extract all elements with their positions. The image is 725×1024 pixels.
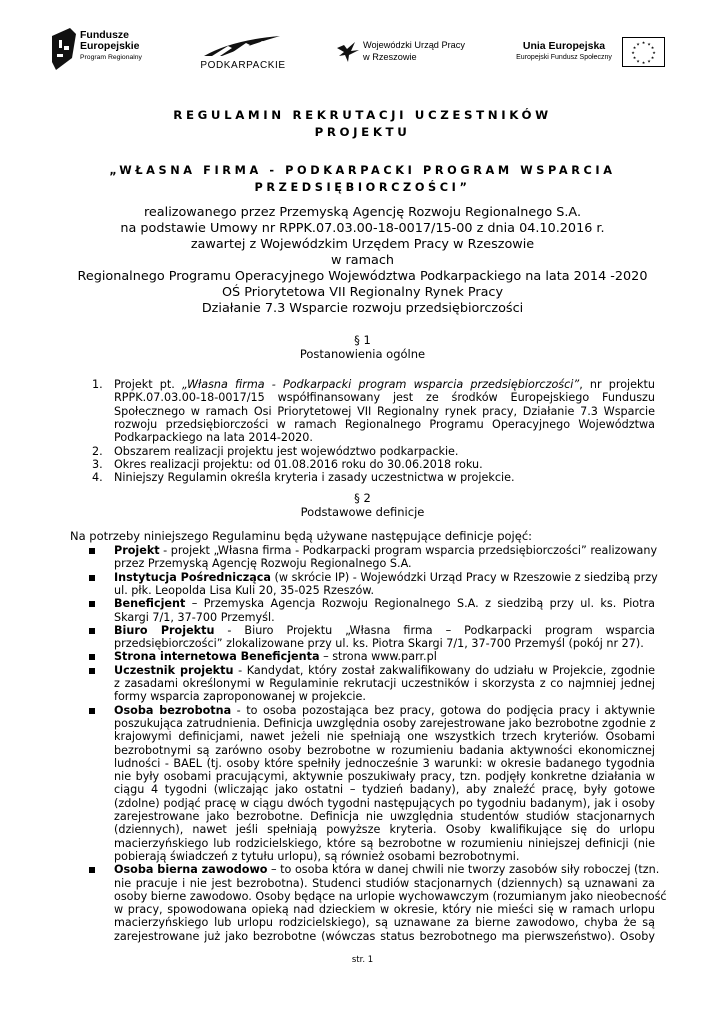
logo-wup-rzeszow	[335, 38, 485, 72]
definition-line: bezrobotnymi są zarówno osoby bezrobotne w rozumieniu badania aktywności ekonomicznej	[114, 743, 655, 757]
logo-fundusze-europejskie	[52, 26, 164, 74]
project-title-line2: PRZEDSIĘBIORCZOŚCI”	[254, 181, 471, 194]
definition-line: Uczestnik projektu - Kandydat, który został zakwalifikowany do udziału w Projekcie, zgodnie	[114, 663, 655, 677]
definition-line: przedsiębiorczości” zlokalizowane przy ul. ks. Piotra Skargi 7/1, 37-700 Przemyśl (pokój nr 27).	[114, 637, 644, 651]
definition-line: nie były osobami pracującymi, aktywnie poszukiwały pracy, tzn. podjęły konkretne działania w	[114, 770, 655, 784]
definition-line: Strona internetowa Beneficjenta – strona www.parr.pl	[114, 650, 437, 664]
title-line2: PROJEKTU	[314, 125, 411, 139]
podkarpackie-wave-icon	[202, 34, 284, 58]
definition-term: Strona internetowa Beneficjenta	[114, 650, 320, 664]
definition-line: poszukująca zatrudnienia. Definicja uwzględnia osoby zarejestrowane jako bezrobotne zgodnie z	[114, 716, 656, 730]
definition-line: osoby bierne zawodowo. Osoby będące na urlopie wychowawczym (rozumianym jako nieobecność	[114, 889, 667, 903]
item1-line5: Podkarpackiego na lata 2014-2020.	[114, 431, 313, 445]
definition-line: Skargi 7/1, 37-700 Przemyśl.	[114, 610, 275, 624]
definition-term: Osoba bezrobotna	[114, 703, 232, 717]
definition-line: (zdolne) podjąć pracę w ciągu dwóch tygodni następujących po tygodniu badanym), jak i osoby	[114, 796, 655, 810]
bullet-icon	[89, 575, 95, 581]
definition-line: ciągu 4 tygodni (wliczając jako ostatni – tydzień badany), aby znaleźć pracę, były gotowe	[114, 783, 655, 797]
definition-line: nie pracuje i nie jest bezrobotna). Studenci studiów stacjonarnych (dziennych) są uznawani za	[114, 876, 655, 890]
svg-text:★: ★	[636, 58, 640, 64]
definition-line: Osoba bezrobotna - to osoba pozostająca bez pracy, gotowa do podjęcia pracy i aktywnie	[114, 703, 655, 717]
item-number: 1.	[92, 378, 103, 391]
definition-line: z zasadami określonymi w Regulaminie rekrutacji uczestników i skorzysta z co najmniej jednej	[114, 677, 655, 690]
definitions-list	[0, 544, 725, 954]
definition-line: zarejestrowane jako bezrobotne. Definicja nie uwzględnia studentów studiów stacjonarnych	[114, 810, 655, 823]
definition-line: pobierają świadczeń z tytułu urlopu), są również osobami bezrobotnymi.	[114, 849, 520, 863]
bullet-icon	[89, 601, 95, 607]
definition-line: Projekt - projekt „Własna firma - Podkarpacki program wsparcia przedsiębiorczości” realizowany	[114, 544, 658, 557]
intro-line: Regionalnego Programu Operacyjnego Województwa Podkarpackiego na lata 2014 -2020	[77, 269, 648, 284]
svg-text:★: ★	[652, 50, 656, 55]
item1-line3: Społecznego w ramach Osi Priorytetowej VII Regionalny rynek pracy, Działanie 7.3 Wsparcie	[114, 404, 655, 418]
section1-number: § 1	[354, 333, 371, 347]
svg-text:★: ★	[650, 55, 655, 60]
section2-number: § 2	[354, 491, 371, 505]
svg-text:★: ★	[636, 41, 640, 47]
definition-line: przez Przemyską Agencję Rozwoju Regionalnego S.A.	[114, 557, 412, 571]
intro-line: zawartej z Wojewódzkim Urzędem Pracy w Rzeszowie	[190, 237, 535, 252]
definition-line: Beneficjent – Przemyska Agencja Rozwoju Regionalnego S.A. z siedzibą przy ul. ks. Piotra	[114, 597, 655, 611]
intro-line: Działanie 7.3 Wsparcie rozwoju przedsiębiorczości	[201, 301, 524, 316]
project-title-line1: „WŁASNA FIRMA - PODKARPACKI PROGRAM WSPARCIA	[109, 164, 616, 177]
item1-line1: Projekt pt. „Własna firma - Podkarpacki program wsparcia przedsiębiorczości”, nr projektu	[114, 378, 655, 391]
definition-term: Instytucja Pośrednicząca	[114, 570, 271, 584]
definition-term: Uczestnik projektu	[114, 663, 234, 677]
definition-line: Osoba bierna zawodowo – to osoba która w danej chwili nie tworzy zasobów siły roboczej (tzn.	[114, 863, 660, 877]
definition-line: ludności - BAEL (tj. osoby które spełniły jednocześnie 3 warunki: w okresie badanego tygodnia	[114, 756, 655, 770]
bullet-icon	[89, 708, 95, 714]
definitions-intro: Na potrzeby niniejszego Regulaminu będą używane następujące definicje pojęć:	[70, 529, 533, 543]
definition-line: macierzyńskiego lub urlopu rodzicielskiego), są uznawane za bierne zawodowo, chyba że są	[114, 916, 655, 930]
svg-text:★: ★	[650, 45, 655, 50]
svg-text:★: ★	[632, 55, 637, 60]
eu-flag-icon	[622, 37, 665, 67]
definition-line: Biuro Projektu - Biuro Projektu „Własna firma – Podkarpacki program wsparcia	[114, 623, 655, 637]
svg-text:★: ★	[632, 45, 637, 50]
item1-line2: RPPK.07.03.00-18-0017/15 współfinansowany jest ze środków Europejskiego Funduszu	[114, 391, 655, 405]
svg-text:★: ★	[647, 58, 651, 64]
intro-line: w ramach	[330, 253, 395, 268]
svg-text:★: ★	[647, 41, 651, 47]
definition-term: Osoba bierna zawodowo	[114, 863, 268, 877]
definition-line: zarejestrowane już jako bezrobotne (wówczas status bezrobotnego ma pierwszeństwo). Osoby	[114, 929, 655, 943]
definition-line: ul. płk. Leopolda Lisa Kuli 20, 35-025 Rzeszów.	[114, 583, 375, 597]
definition-term: Projekt	[114, 544, 160, 557]
logo-podkarpackie	[188, 34, 298, 76]
definition-line: (dziennych), nawet jeśli spełniają powyższe kryteria. Osoby kwalifikujące się do urlopu	[114, 823, 655, 837]
podkarpackie-label: PODKARPACKIE	[200, 60, 286, 71]
wup-bird-icon	[335, 40, 361, 66]
fundusze-europejskie-icon	[52, 28, 76, 70]
definition-line: macierzyńskiego lub rodzicielskiego, które są bezrobotne w rozumieniu niniejszej definicji (nie	[114, 836, 655, 850]
svg-text:★: ★	[641, 40, 646, 45]
intro-line: na podstawie Umowy nr RPPK.07.03.00-18-0017/15-00 z dnia 04.10.2016 r.	[120, 221, 605, 236]
bullet-icon	[89, 548, 95, 554]
definition-line: formy wsparcia zaproponowanej w projekcie.	[114, 690, 366, 704]
intro-line: OŚ Priorytetowa VII Regionalny Rynek Pracy	[221, 285, 504, 300]
bullet-icon	[89, 628, 95, 634]
bullet-icon	[89, 668, 95, 674]
section2-heading: Podstawowe definicje	[300, 505, 425, 519]
definition-line: w pracy, spowodowana opieką nad dzieckiem w okresie, który nie mieści się w ramach urlopu	[114, 903, 655, 917]
ue-line2: Europejski Fundusz Społeczny	[516, 54, 612, 61]
wup-line2: w Rzeszowie	[363, 52, 417, 62]
bullet-icon	[89, 867, 95, 873]
logo-unia-europejska	[510, 34, 670, 74]
definition-term: Beneficjent	[114, 597, 186, 611]
svg-text:★: ★	[631, 50, 635, 55]
title-line1: REGULAMIN REKRUTACJI UCZESTNIKÓW	[173, 108, 552, 122]
section1-heading: Postanowienia ogólne	[299, 347, 426, 361]
definition-line: Instytucja Pośrednicząca (w skrócie IP) - Wojewódzki Urząd Pracy w Rzeszowie z siedzibą przy	[114, 570, 658, 584]
svg-text:★: ★	[641, 60, 646, 65]
bullet-icon	[89, 654, 95, 660]
item1-line4: rozwoju przedsiębiorczości w ramach Regionalnego Programu Operacyjnego Województwa	[114, 417, 655, 431]
fe-line1: Fundusze	[80, 29, 129, 41]
wup-line1: Wojewódzki Urząd Pracy	[363, 40, 465, 50]
ue-line1: Unia Europejska	[522, 40, 606, 52]
fe-line2: Europejskie	[80, 40, 140, 52]
fe-line3: Program Regionalny	[80, 54, 142, 61]
intro-line: realizowanego przez Przemyską Agencję Rozwoju Regionalnego S.A.	[143, 205, 582, 220]
page-number: str. 1	[351, 955, 374, 965]
definition-line: krajowymi definicjami, nawet jeżeli nie spełniają one wszystkich trzech kryteriów. Osobami	[114, 730, 655, 744]
definition-term: Biuro Projektu	[114, 623, 215, 637]
